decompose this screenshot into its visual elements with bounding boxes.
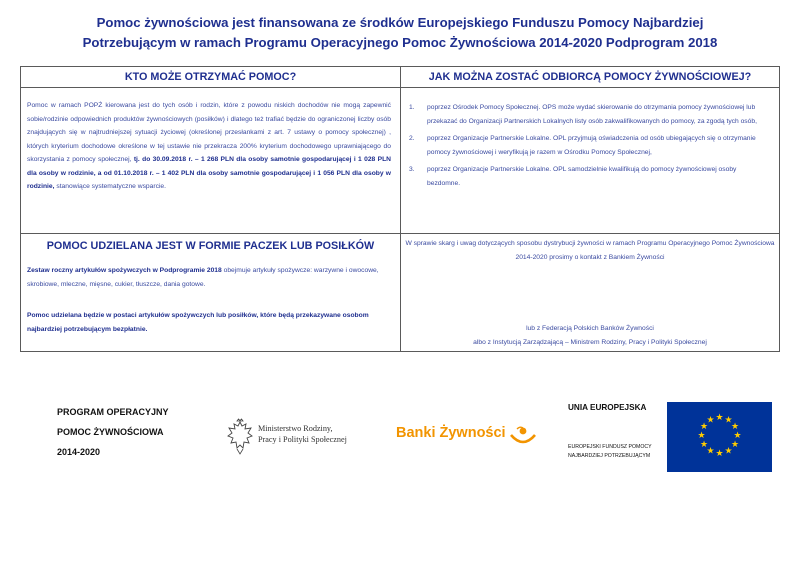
title-line-1: Pomoc żywnościowa jest finansowana ze środków Europejskiego Funduszu Pomocy Najbardziej — [96, 15, 704, 30]
form-heading: POMOC UDZIELANA JEST W FORMIE PACZEK LUB POSIŁKÓW — [46, 240, 375, 252]
svg-text:★: ★ — [697, 431, 706, 441]
ministry-name — [258, 423, 347, 445]
who-text-b: tj. do 30.09.2018 r. – 1 268 PLN dla osoby samotnie gospodarującej i 1 028 PLN dla osoby w rodzinie, a od 01.10.2018 r. – 1 402 PLN dla osoby samotnie gospodarującej i 1 056 PLN dla osoby w rodzinie, — [27, 156, 392, 190]
who-cell — [21, 67, 401, 234]
form-cell — [21, 234, 401, 351]
how-list-item — [409, 132, 764, 159]
how-item-number: 2. — [409, 135, 415, 142]
eu-fund-line-1: EUROPEJSKI FUNDUSZ POMOCY — [568, 444, 652, 450]
how-list-item — [409, 101, 764, 128]
program-logo-text — [57, 402, 169, 462]
contact-line-1: lub z Federacją Polskich Banków Żywności — [526, 325, 654, 332]
how-item-number: 1. — [409, 104, 415, 111]
how-item-number: 3. — [409, 166, 415, 173]
svg-text:★: ★ — [715, 449, 724, 459]
ministry-line-1: Ministerstwo Rodziny, — [258, 424, 333, 433]
contact-text-2 — [405, 322, 775, 349]
how-item-text: poprzez Ośrodek Pomocy Społecznej. OPS może wydać skierowanie do otrzymania pomocy żywnościowej lub przekazać do Organizacji Partnerskich Lokalnych listy osób zakwalifikowanych do pomocy, za zgodą tych osób, — [427, 104, 757, 125]
food-bank-icon — [509, 425, 537, 447]
form-text-1 — [27, 264, 395, 291]
svg-text:★: ★ — [724, 446, 733, 457]
eu-stars — [667, 402, 772, 472]
svg-text:★: ★ — [706, 446, 715, 457]
svg-text:★: ★ — [706, 415, 715, 426]
contact-text-1: W sprawie skarg i uwag dotyczących sposobu dystrybucji żywności w ramach Programu Operacyjnego Pomoc Żywnościowa 2014-2020 prosimy o kontakt z Bankiem Żywności — [405, 240, 775, 261]
how-heading: JAK MOŻNA ZOSTAĆ ODBIORCĄ POMOCY ŻYWNOŚCIOWEJ? — [401, 67, 779, 88]
contact-line-2: albo z Instytucją Zarządzającą – Ministrem Rodziny, Pracy i Polityki Społecznej — [473, 338, 707, 346]
svg-text:★: ★ — [715, 413, 724, 423]
eu-fund-line-2: NAJBARDZIEJ POTRZEBUJĄCYM — [568, 453, 651, 459]
eu-flag-icon — [667, 402, 772, 472]
contact-cell — [401, 234, 779, 351]
banki-zywnosci-logo: Banki Żywności — [396, 425, 506, 441]
ministry-logo — [226, 418, 366, 458]
svg-text:★: ★ — [724, 415, 733, 426]
how-list-item — [409, 163, 764, 190]
eu-label: UNIA EUROPEJSKA — [568, 403, 647, 412]
form-text-1-rest: obejmuje artykuły spożywcze: warzywne i owocowe, skrobiowe, mleczne, mięsne, cukier, tłuszcze, dania gotowe. — [27, 267, 379, 288]
svg-text:★: ★ — [730, 422, 740, 432]
form-text-1-bold: Zestaw roczny artykułów spożywczych w Podprogramie 2018 — [27, 267, 222, 274]
eagle-emblem-icon — [226, 418, 254, 456]
who-text-a: Pomoc w ramach POPŻ kierowana jest do tych osób i rodzin, które z powodu niskich dochodów nie mogą zapewnić sobie/rodzinie odpowiednich produktów żywnościowych (posiłków) i dlatego też trafiać będzie do ograniczonej liczby osób znajdujących się w najtrudniejszej sytuacji życiowej (określonej przesłankami z art. 7 ustawy o pomocy społecznej) , których kryterium dochodowe określone w tej ustawie nie przekracza 200% kryterium dochodowego uprawniającego do skorzystania z pomocy społecznej, — [27, 102, 391, 163]
eu-fund-text — [568, 443, 652, 461]
program-line-1: PROGRAM OPERACYJNY — [57, 407, 169, 417]
svg-text:★: ★ — [699, 440, 709, 450]
page-title — [20, 13, 780, 53]
svg-text:★: ★ — [699, 422, 709, 432]
ministry-line-2: Pracy i Polityki Społecznej — [258, 435, 347, 444]
info-table — [20, 66, 780, 352]
how-cell — [401, 67, 779, 234]
svg-text:★: ★ — [733, 431, 742, 441]
who-heading: KTO MOŻE OTRZYMAĆ POMOC? — [21, 67, 400, 88]
how-item-text: poprzez Organizacje Partnerskie Lokalne. OPL samodzielnie kwalifikują do pomocy żywnościowej osoby bezdomne. — [427, 166, 737, 187]
how-item-text: poprzez Organizacje Partnerskie Lokalne. OPL przyjmują oświadczenia od osób ubiegających się o otrzymanie pomocy żywnościowej i weryfikują je razem w Ośrodku Pomocy Społecznej, — [427, 135, 756, 156]
form-text-2-bold: Pomoc udzielana będzie w postaci artykułów spożywczych lub posiłków, które będą przekazywane osobom najbardziej potrzebującym bezpłatnie. — [27, 312, 369, 333]
form-text-2 — [27, 309, 395, 336]
title-line-2: Potrzebującym w ramach Programu Operacyjnego Pomoc Żywnościowa 2014-2020 Podprogram 2018 — [82, 35, 718, 50]
who-text-c: stanowiące systematyczne wsparcie. — [54, 183, 167, 190]
who-text — [27, 99, 391, 194]
how-list — [409, 101, 764, 194]
program-line-3: 2014-2020 — [57, 447, 101, 457]
program-line-2: POMOC ŻYWNOŚCIOWA — [57, 427, 164, 437]
svg-text:★: ★ — [730, 440, 740, 450]
